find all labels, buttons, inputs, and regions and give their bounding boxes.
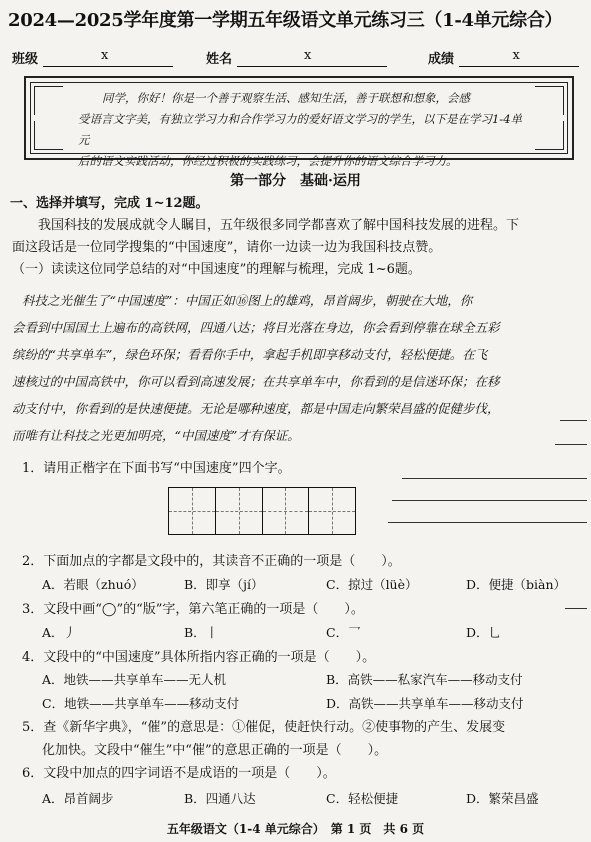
answer-line	[388, 522, 587, 523]
name-field	[206, 48, 387, 67]
question-5-line-1: 5．查《新华字典》，“催”的意思是：①催促，使赶快行动。②使事物的产生、发展变	[22, 720, 506, 735]
answer-line	[402, 478, 587, 479]
q2-option-c[interactable]: C．掠过（lüè）	[326, 577, 418, 592]
writing-cell[interactable]	[216, 488, 263, 534]
q6-option-d[interactable]: D．繁荣昌盛	[466, 791, 539, 806]
class-label: 班级	[12, 52, 39, 67]
question-4: 4．文段中的“中国速度”具体所指内容正确的一项是（ ）。	[22, 650, 376, 665]
answer-line	[392, 500, 587, 501]
q2-option-a[interactable]: A．若眼（zhuó）	[42, 577, 144, 592]
q2-option-d[interactable]: D．便捷（biàn）	[466, 577, 567, 592]
q4-option-c[interactable]: C．地铁——共享单车——移动支付	[42, 696, 240, 711]
intro-paragraph-1: 我国科技的发展成就令人瞩目，五年级很多同学都喜欢了解中国科技发展的进程。下	[38, 218, 520, 233]
q6-option-a[interactable]: A．昂首阔步	[42, 791, 114, 806]
class-value: x	[101, 48, 109, 63]
score-value: x	[512, 48, 520, 63]
subsection-1-header: （一）读读这位同学总结的对“中国速度”的理解与梳理，完成 1~6题。	[12, 262, 421, 277]
q4-option-b[interactable]: B．高铁——私家汽车——移动支付	[326, 672, 523, 687]
q3-option-d[interactable]: D．乚	[466, 625, 502, 640]
q4-option-d[interactable]: D．高铁——共享单车——移动支付	[326, 696, 524, 711]
section-title: 第一部分 基础·运用	[230, 173, 361, 189]
question-5-line-2: 化加快。文段中“催生”中“催”的意思正确的一项是（ ）。	[42, 743, 388, 758]
intro-line-1: 同学，你好！你是一个善于观察生活、感知生活，善于联想和想象，会感	[102, 91, 470, 105]
name-label: 姓名	[206, 52, 233, 67]
question-3: 3．文段中画“◯”的“版”字，第六笔正确的一项是（ ）。	[22, 602, 364, 617]
q3-option-b[interactable]: B．丨	[184, 625, 219, 640]
score-label: 成绩	[428, 52, 455, 67]
q2-option-b[interactable]: B．即享（jí）	[184, 577, 264, 592]
passage-line: 动支付中，你看到的是快速便捷。无论是哪种速度，都是中国走向繁荣昌盛的促健步伐，	[12, 401, 500, 416]
exam-title: 2024—2025学年度第一学期五年级语文单元练习三（1-4单元综合）	[8, 10, 563, 31]
passage-line: 而唯有让科技之光更加明亮，“中国速度”才有保证。	[12, 428, 300, 443]
answer-line	[565, 608, 587, 609]
question-2: 2．下面加点的字都是文段中的，其读音不正确的一项是（ ）。	[22, 554, 401, 569]
question-1: 1．请用正楷字在下面书写“中国速度”四个字。	[22, 461, 291, 476]
intro-line-3: 后的语文实践活动，你经过积极的实践练习，会提升你的语文综合学习力。	[78, 154, 458, 168]
writing-cell[interactable]	[263, 488, 310, 534]
class-field	[12, 48, 173, 67]
answer-line	[555, 444, 587, 445]
q6-option-b[interactable]: B．四通八达	[184, 791, 256, 806]
page-footer: 五年级语文（1-4 单元综合） 第 1 页 共 6 页	[166, 822, 425, 836]
passage-line: 会看到中国国土上遍布的高铁网，四通八达；将目光落在身边，你会看到停靠在球全五彩	[12, 320, 500, 335]
q3-option-a[interactable]: A．丿	[42, 625, 77, 640]
answer-line	[560, 420, 587, 421]
writing-cell[interactable]	[169, 488, 216, 534]
passage-line: 速核过的中国高铁中，你可以看到高速发展；在共享单车中，你看到的是信迷环保；在移	[12, 374, 500, 389]
name-value: x	[304, 48, 312, 63]
passage-line: 科技之光催生了“中国速度”：中国正如⑯图上的雄鸡，昂首阔步，朝驶在大地，你	[22, 293, 473, 308]
intro-frame	[24, 76, 574, 168]
intro-paragraph-2: 面这段话是一位同学搜集的“中国速度”，请你一边读一边为我国科技点赞。	[12, 240, 442, 255]
question-group-header: 一、选择并填写，完成 1~12题。	[10, 196, 209, 211]
reading-passage	[12, 287, 500, 449]
intro-line-2: 受语言文字美，有独立学习力和合作学习力的爱好语文学习的学生，以下是在学习1-4单元	[78, 112, 523, 147]
passage-line: 缤纷的“共享单车”，绿色环保；看看你手中，拿起手机即享移动支付，轻松便捷。在飞	[12, 347, 488, 362]
q6-option-c[interactable]: C．轻松便捷	[326, 791, 399, 806]
score-field	[428, 48, 579, 67]
q4-option-a[interactable]: A．地铁——共享单车——无人机	[42, 672, 227, 687]
writing-grid[interactable]	[168, 487, 356, 535]
writing-cell[interactable]	[309, 488, 355, 534]
q3-option-c[interactable]: C．乛	[326, 625, 361, 640]
question-6: 6．文段中加点的四字词语不是成语的一项是（ ）。	[22, 766, 336, 781]
